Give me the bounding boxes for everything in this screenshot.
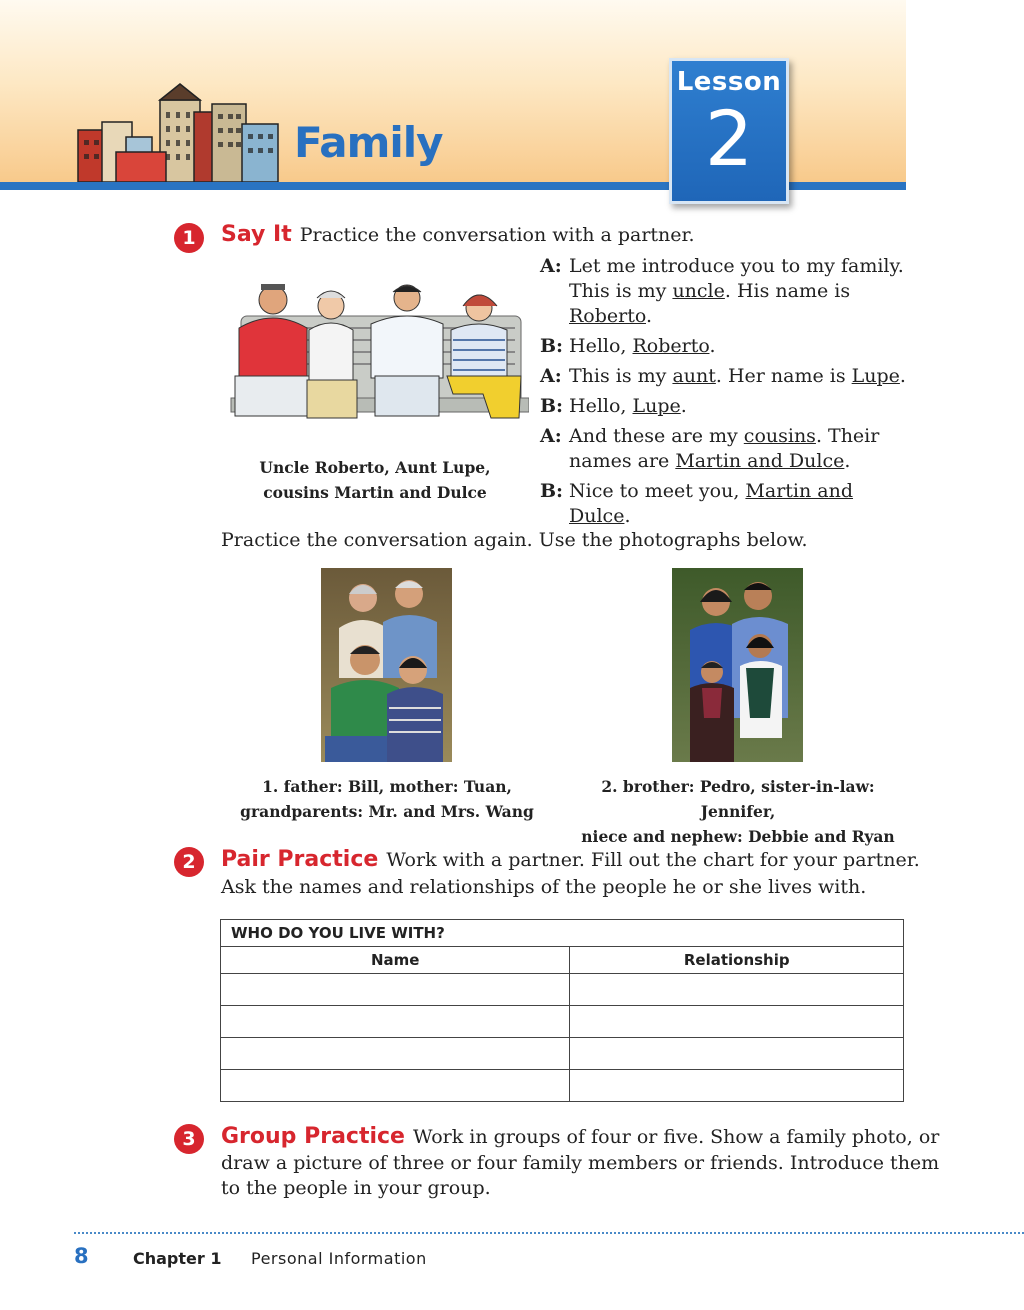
section-3-title: Group Practice	[221, 1124, 405, 1149]
chart-header-row	[221, 947, 903, 974]
dialogue-text: Nice to meet you, Martin and Dulce.	[569, 480, 854, 527]
name-cell[interactable]	[221, 1070, 570, 1102]
section-1-instruction: Practice the conversation with a partner.	[299, 224, 695, 246]
family-photo-2	[672, 568, 803, 762]
illustration-caption	[221, 455, 529, 505]
relationship-cell[interactable]	[570, 1038, 903, 1069]
conversation-dialogue	[540, 254, 910, 534]
relationship-cell[interactable]	[570, 1070, 903, 1102]
dialogue-text: Hello, Roberto.	[569, 335, 716, 357]
section-3-instruction-line-3: to the people in your group.	[221, 1177, 491, 1199]
lesson-label: Lesson	[676, 67, 782, 97]
section-2-number: 2	[174, 847, 204, 877]
photo-2-caption-line-2: niece and nephew: Debbie and Ryan	[581, 827, 895, 846]
photo-1-caption-line-2: grandparents: Mr. and Mrs. Wang	[240, 802, 534, 821]
section-1-number: 1	[174, 223, 204, 253]
speaker-label: A:	[540, 365, 562, 387]
chapter-title: Personal Information	[251, 1249, 427, 1268]
table-row	[221, 1038, 903, 1070]
table-row	[221, 1070, 903, 1102]
chapter-label: Chapter 1	[133, 1249, 222, 1268]
column-header-name: Name	[221, 947, 570, 973]
footer-divider	[74, 1232, 1024, 1234]
relationship-cell[interactable]	[570, 974, 903, 1005]
family-photo-1	[321, 568, 452, 762]
speaker-label: B:	[540, 335, 564, 357]
name-cell[interactable]	[221, 1006, 570, 1037]
speaker-label: A:	[540, 425, 562, 447]
section-2-instruction-line-2: Ask the names and relationships of the people he or she lives with.	[221, 876, 867, 898]
lesson-number: 2	[704, 94, 754, 183]
dialogue-line	[540, 334, 910, 359]
photo-1-caption-line-1: 1. father: Bill, mother: Tuan,	[262, 777, 512, 796]
chart-title: WHO DO YOU LIVE WITH?	[221, 920, 903, 947]
relationship-cell[interactable]	[570, 1006, 903, 1037]
family-on-bench-illustration	[221, 278, 529, 428]
speaker-label: B:	[540, 480, 564, 502]
section-2-instruction-line-1: Work with a partner. Fill out the chart for your partner.	[386, 849, 920, 871]
lesson-badge	[669, 58, 789, 204]
table-row	[221, 974, 903, 1006]
page-title: Family	[294, 118, 443, 167]
illustration-caption-line-1: Uncle Roberto, Aunt Lupe,	[259, 458, 491, 477]
photo-1-caption	[240, 774, 534, 824]
city-skyline-icon	[76, 82, 282, 182]
section-3-instruction-line-1: Work in groups of four or five. Show a family photo, or	[412, 1126, 940, 1148]
photo-2-caption	[566, 774, 910, 849]
section-2-heading	[221, 847, 920, 872]
practice-again-text: Practice the conversation again. Use the photographs below.	[221, 529, 808, 551]
photo-2-caption-line-1: 2. brother: Pedro, sister-in-law: Jennifer,	[601, 777, 875, 821]
dialogue-line	[540, 254, 910, 329]
dialogue-text: Let me introduce you to my family. This is my uncle. His name is Roberto.	[569, 255, 904, 327]
section-1-title: Say It	[221, 222, 292, 247]
dialogue-text: This is my aunt. Her name is Lupe.	[569, 365, 906, 387]
table-row	[221, 1006, 903, 1038]
section-3-number: 3	[174, 1124, 204, 1154]
speaker-label: A:	[540, 255, 562, 277]
who-do-you-live-with-chart	[220, 919, 904, 1102]
dialogue-text: Hello, Lupe.	[569, 395, 687, 417]
dialogue-line	[540, 479, 910, 529]
column-header-relationship: Relationship	[683, 951, 790, 969]
section-3-instruction-line-2: draw a picture of three or four family members or friends. Introduce them	[221, 1152, 940, 1174]
illustration-caption-line-2: cousins Martin and Dulce	[263, 483, 487, 502]
dialogue-text: And these are my cousins. Their names are Martin and Dulce.	[569, 425, 880, 472]
page-number: 8	[74, 1244, 89, 1268]
speaker-label: B:	[540, 395, 564, 417]
dialogue-line	[540, 364, 910, 389]
section-3-heading	[221, 1124, 939, 1149]
name-cell[interactable]	[221, 1038, 570, 1069]
name-cell[interactable]	[221, 974, 570, 1005]
dialogue-line	[540, 394, 910, 419]
dialogue-line	[540, 424, 910, 474]
section-1-heading	[221, 222, 695, 247]
section-2-title: Pair Practice	[221, 847, 379, 872]
